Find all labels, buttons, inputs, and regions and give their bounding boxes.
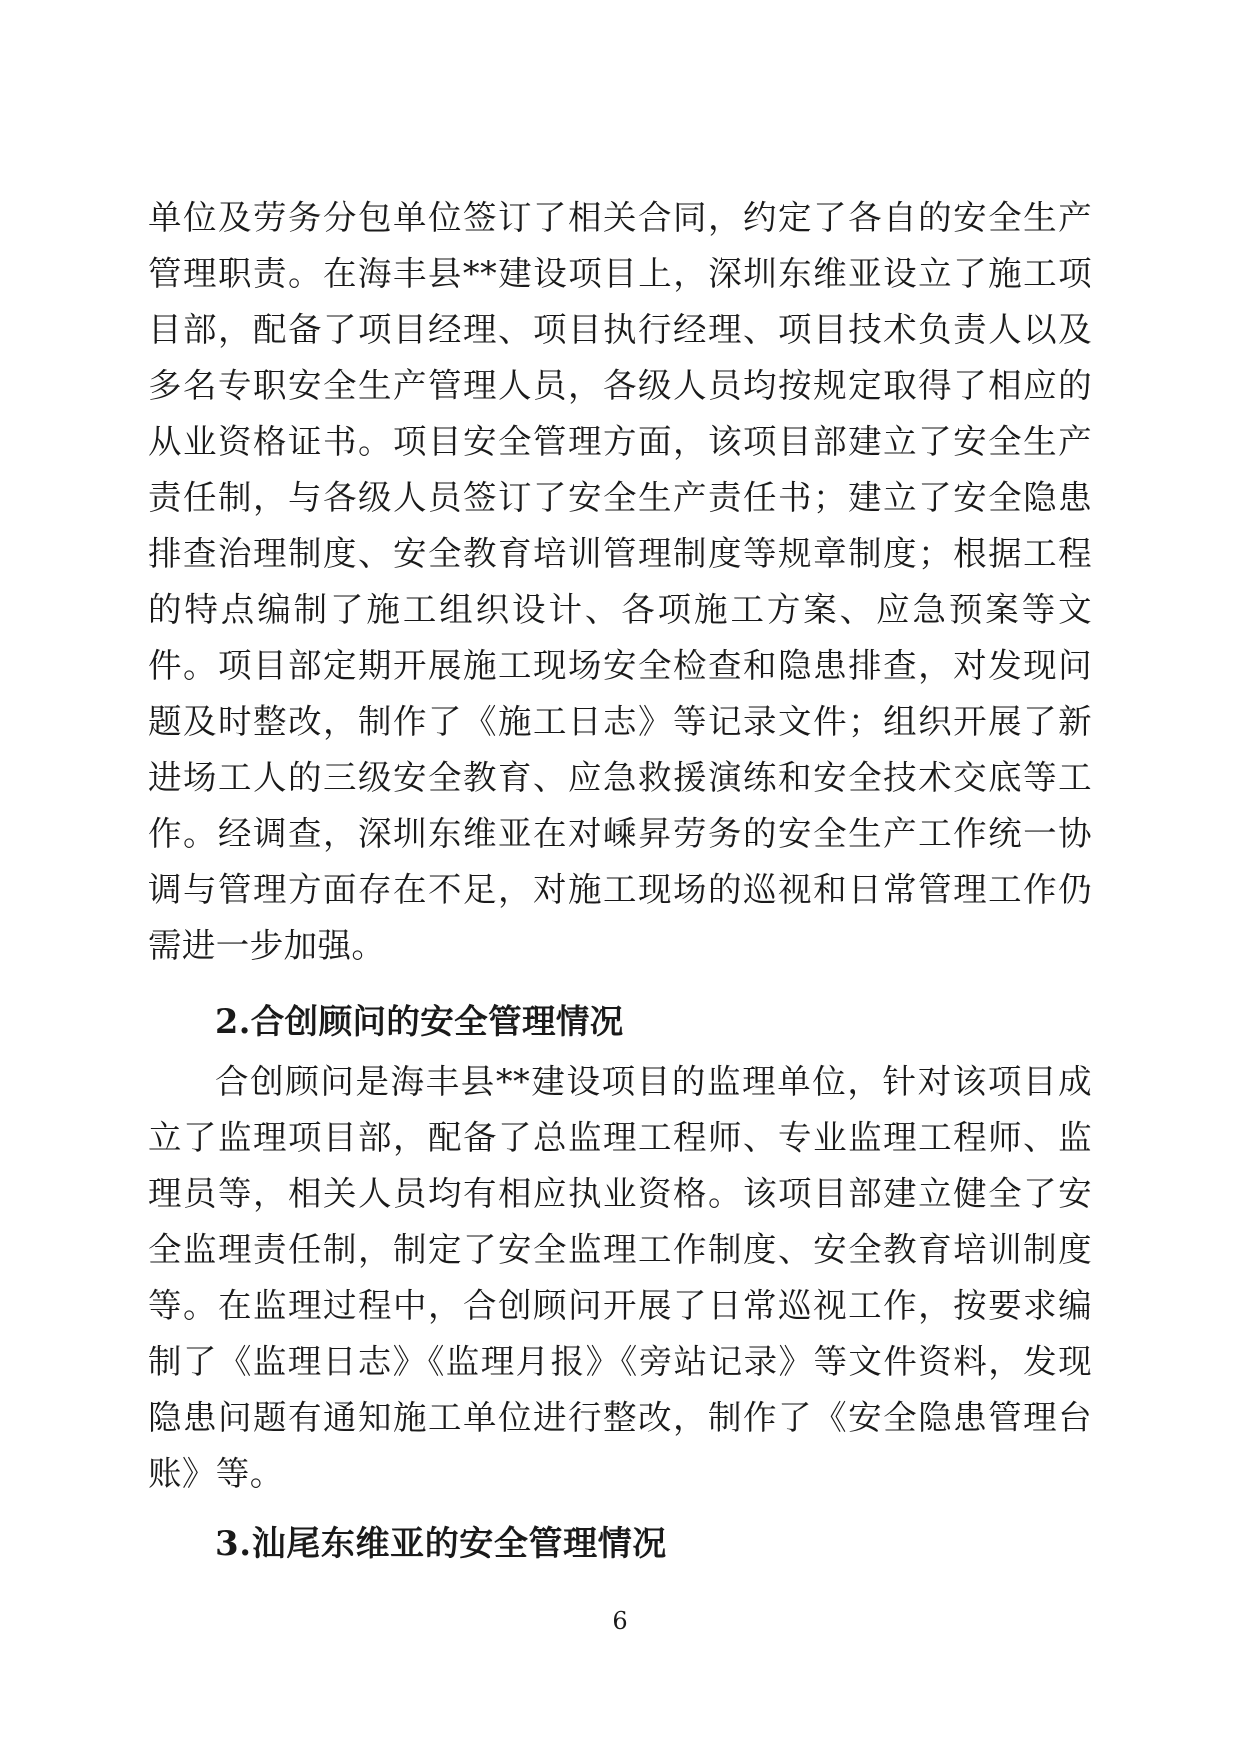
block-spacer — [148, 976, 1092, 986]
paragraph-continuation: 单位及劳务分包单位签订了相关合同，约定了各自的安全生产管理职责。在海丰县**建设项目上，深圳东维亚设立了施工项目部，配备了项目经理、项目执行经理、项目技术负责人以及多名专职安全生产管理人员，各级人员均按规定取得了相应的从业资格证书。项目安全管理方面，该项目部建立了安全生产责任制，与各级人员签订了安全生产责任书；建立了安全隐患排查治理制度、安全教育培训管理制度等规章制度；根据工程的特点编制了施工组织设计、各项施工方案、应急预案等文件。项目部定期开展施工现场安全检查和隐患排查，对发现问题及时整改，制作了《施工日志》等记录文件；组织开展了新进场工人的三级安全教育、应急救援演练和安全技术交底等工作。经调查，深圳东维亚在对嵊昇劳务的安全生产工作统一协调与管理方面存在不足，对施工现场的巡视和日常管理工作仍需进一步加强。 — [148, 198, 1092, 965]
document-body — [148, 190, 1092, 1572]
section-heading-2: 2.合创顾问的安全管理情况 — [215, 1002, 624, 1041]
page-number: 6 — [612, 1607, 628, 1635]
paragraph-section-2: 合创顾问是海丰县**建设项目的监理单位，针对该项目成立了监理项目部，配备了总监理工程师、专业监理工程师、监理员等，相关人员均有相应执业资格。该项目部建立健全了安全监理责任制，制定了安全监理工作制度、安全教育培训制度等。在监理过程中，合创顾问开展了日常巡视工作，按要求编制了《监理日志》《监理月报》《旁站记录》等文件资料，发现隐患问题有通知施工单位进行整改，制作了《安全隐患管理台账》等。 — [148, 1062, 1092, 1493]
section-heading-3: 3.汕尾东维亚的安全管理情况 — [215, 1524, 667, 1564]
